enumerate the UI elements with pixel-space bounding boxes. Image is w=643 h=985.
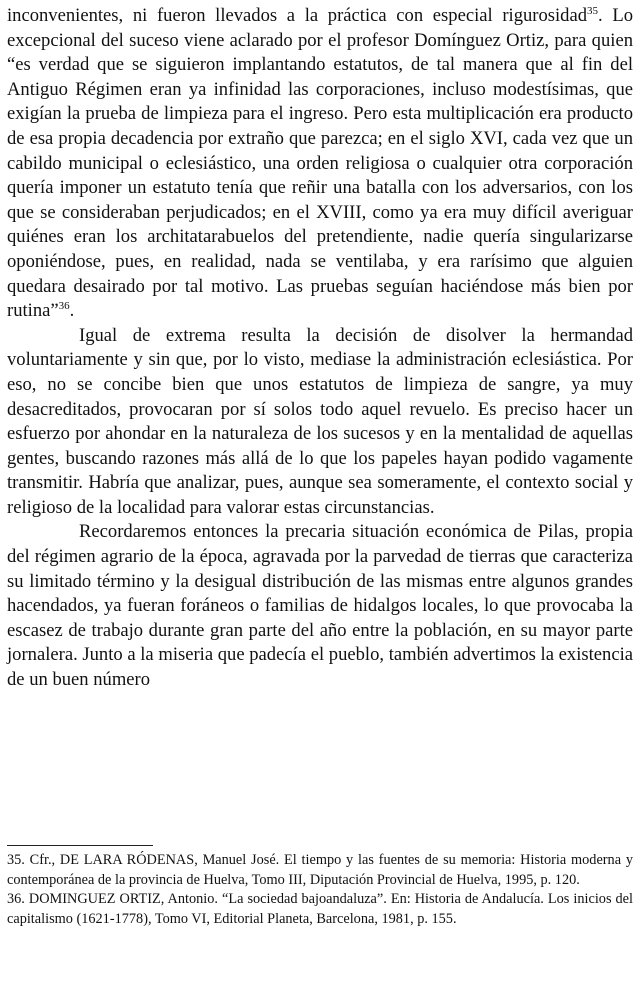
- paragraph-1-text-b: . Lo excepcional del suceso viene aclarado por el profesor Domínguez Ortiz, para quien “es verdad que se siguieron implantando estatutos, de tal manera que al fin del Antiguo Régimen eran ya infinidad las corporaciones, incluso modestísimas, que exigían la prueba de limpieza para el ingreso. Pero esta multiplicación era producto de esa propia decadencia por extraño que parezca; en el siglo XVI, cada vez que un cabildo municipal o eclesiástico, una orden religiosa o cualquier otra corporación quería imponer un estatuto tenía que reñir una batalla con los adversarios, con los que se consideraban perjudicados; en el XVIII, como ya era muy difícil averiguar quiénes eran los architatarabuelos del pretendiente, nadie quería singularizarse oponiéndose, pues, en realidad, nada se ventilaba, y era rarísimo que alguien quedara desairado por tal motivo. Las pruebas seguían haciéndose más bien por rutina”: [7, 5, 633, 322]
- footnotes: [7, 851, 633, 929]
- footnote-ref-35: 35: [587, 4, 599, 17]
- footnote-separator: [7, 845, 153, 846]
- footnote-ref-36: 36: [58, 299, 70, 312]
- paragraph-1: [7, 4, 633, 324]
- paragraph-1-text-a: inconvenientes, ni fueron llevados a la práctica con especial rigurosidad: [7, 5, 588, 26]
- paragraph-2: [7, 324, 633, 521]
- footnote-36: 36. DOMINGUEZ ORTIZ, Antonio. “La sociedad bajoandaluza”. En: Historia de Andalucía. Los inicios del capitalismo (1621-1778), Tomo VI, Editorial Planeta, Barcelona, 1981, p. 155.: [7, 891, 633, 927]
- footnote-35: 35. Cfr., DE LARA RÓDENAS, Manuel José. El tiempo y las fuentes de su memoria: Historia moderna y contemporánea de la provincia de Huelva, Tomo III, Diputación Provincial de Huelva, 1995, p. 120.: [7, 852, 633, 888]
- paragraph-3: [7, 520, 633, 692]
- paragraph-1-text-c: .: [69, 300, 75, 322]
- body-text: [7, 4, 633, 693]
- paragraph-2-text: Igual de extrema resulta la decisión de disolver la hermandad voluntariamente y sin que, por lo visto, mediase la administración eclesiástica. Por eso, no se concibe bien que unos estatutos de limpieza de sangre, ya muy desacreditados, provocaran por sí solos todo aquel revuelo. Es preciso hacer un esfuerzo por ahondar en la naturaleza de los sucesos y en la mentalidad de aquellas gentes, buscando razones más allá de lo que los papeles hayan podido vagamente transmitir. Habría que analizar, pues, aunque sea someramente, el contexto social y religioso de la localidad para valorar estas circunstancias.: [7, 324, 633, 518]
- paragraph-3-text: Recordaremos entonces la precaria situación económica de Pilas, propia del régimen agrario de la época, agravada por la parvedad de tierras que caracteriza su limitado término y la desigual distribución de las mismas entre algunos grandes hacendados, ya fueran foráneos o familias de hidalgos locales, lo que provocaba la escasez de trabajo durante gran parte del año entre la población, en su mayor parte jornalera. Junto a la miseria que padecía el pueblo, también advertimos la existencia de un buen número: [7, 521, 633, 691]
